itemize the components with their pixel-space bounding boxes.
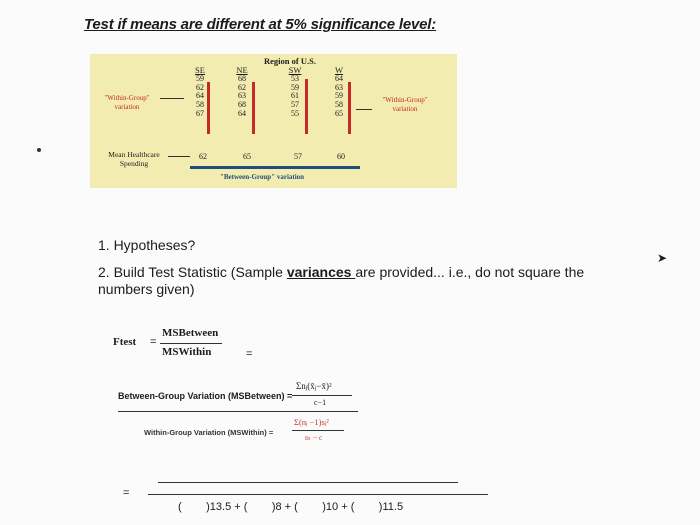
mean-se: 62 xyxy=(199,152,207,161)
between-group-arrow xyxy=(190,166,360,169)
value: 57 xyxy=(291,100,299,110)
value: 63 xyxy=(335,82,343,92)
mean-pointer xyxy=(168,156,190,157)
value: 62 xyxy=(196,82,204,92)
mean-sw: 57 xyxy=(294,152,302,161)
main-fraction-bar xyxy=(118,411,358,412)
between-formula-bar xyxy=(292,395,352,396)
value: 63 xyxy=(238,91,246,101)
column-header: SE xyxy=(195,65,205,75)
anova-figure xyxy=(90,54,457,188)
within-pointer-left xyxy=(160,98,184,99)
within-arrow-w xyxy=(348,82,351,134)
value: 68 xyxy=(238,100,246,110)
value: 67 xyxy=(196,108,204,118)
question-2-underlined: variances xyxy=(286,264,356,280)
between-formula-label: Between-Group Variation (MSBetween) = xyxy=(118,391,293,401)
within-arrow-ne xyxy=(252,82,255,134)
bullet-dot xyxy=(37,148,41,152)
column-se xyxy=(185,66,215,119)
value: 59 xyxy=(196,73,204,83)
question-1: 1. Hypotheses? xyxy=(98,237,196,253)
mean-w: 60 xyxy=(337,152,345,161)
answer-fraction-bar xyxy=(148,494,488,495)
within-formula-label: Within-Group Variation (MSWithin) = xyxy=(144,428,274,437)
within-formula-denominator: nₜ − c xyxy=(305,433,323,442)
column-header: W xyxy=(334,65,344,75)
value: 65 xyxy=(335,108,343,118)
within-formula-numerator: Σ(nⱼ −1)sⱼ² xyxy=(294,417,329,427)
value: 64 xyxy=(196,91,204,101)
value: 61 xyxy=(291,91,299,101)
within-pointer-right xyxy=(356,109,372,110)
value: 59 xyxy=(291,82,299,92)
value: 62 xyxy=(238,82,246,92)
value: 68 xyxy=(238,73,246,83)
between-group-label: "Between-Group" variation xyxy=(220,173,305,181)
answer-equals: = xyxy=(123,487,130,499)
within-group-label-left: "Within-Group" variation xyxy=(104,94,150,111)
within-formula-bar xyxy=(292,430,344,431)
mean-label: Mean Healthcare Spending xyxy=(108,150,160,168)
within-arrow-se xyxy=(207,82,210,134)
between-formula-denominator: c−1 xyxy=(314,398,327,407)
value: 58 xyxy=(335,100,343,110)
mean-ne: 65 xyxy=(243,152,251,161)
ftest-result-equals: = xyxy=(246,348,253,360)
within-group-label-right: "Within-Group" variation xyxy=(382,96,428,113)
mouse-cursor-icon: ➤ xyxy=(657,251,668,265)
value: 59 xyxy=(335,91,343,101)
page-heading: Test if means are different at 5% significance level: xyxy=(84,16,437,33)
column-header: NE xyxy=(236,65,248,75)
value: 64 xyxy=(238,108,246,118)
question-2-text-a: 2. Build Test Statistic (Sample xyxy=(98,264,287,280)
column-header: SW xyxy=(288,65,302,75)
ftest-equals: = xyxy=(150,336,157,348)
answer-denominator: ( )13.5 + ( )8 + ( )10 + ( )11.5 xyxy=(178,501,404,513)
value: 58 xyxy=(196,100,204,110)
question-2-text-b: are provided... i.e., do not square the numbers given) xyxy=(98,264,585,297)
value: 53 xyxy=(291,73,299,83)
value: 64 xyxy=(335,73,343,83)
answer-top-line xyxy=(158,482,458,483)
question-2 xyxy=(98,264,598,298)
within-arrow-sw xyxy=(305,79,308,134)
ftest-denominator: MSWithin xyxy=(162,346,212,358)
region-title: Region of U.S. xyxy=(264,56,316,66)
between-formula-numerator: Σnⱼ(x̄ⱼ−x̄)² xyxy=(296,381,332,391)
ftest-lhs: Ftest xyxy=(113,336,137,348)
value: 55 xyxy=(291,108,299,118)
ftest-fraction-bar xyxy=(160,343,222,344)
ftest-numerator: MSBetween xyxy=(162,327,219,339)
